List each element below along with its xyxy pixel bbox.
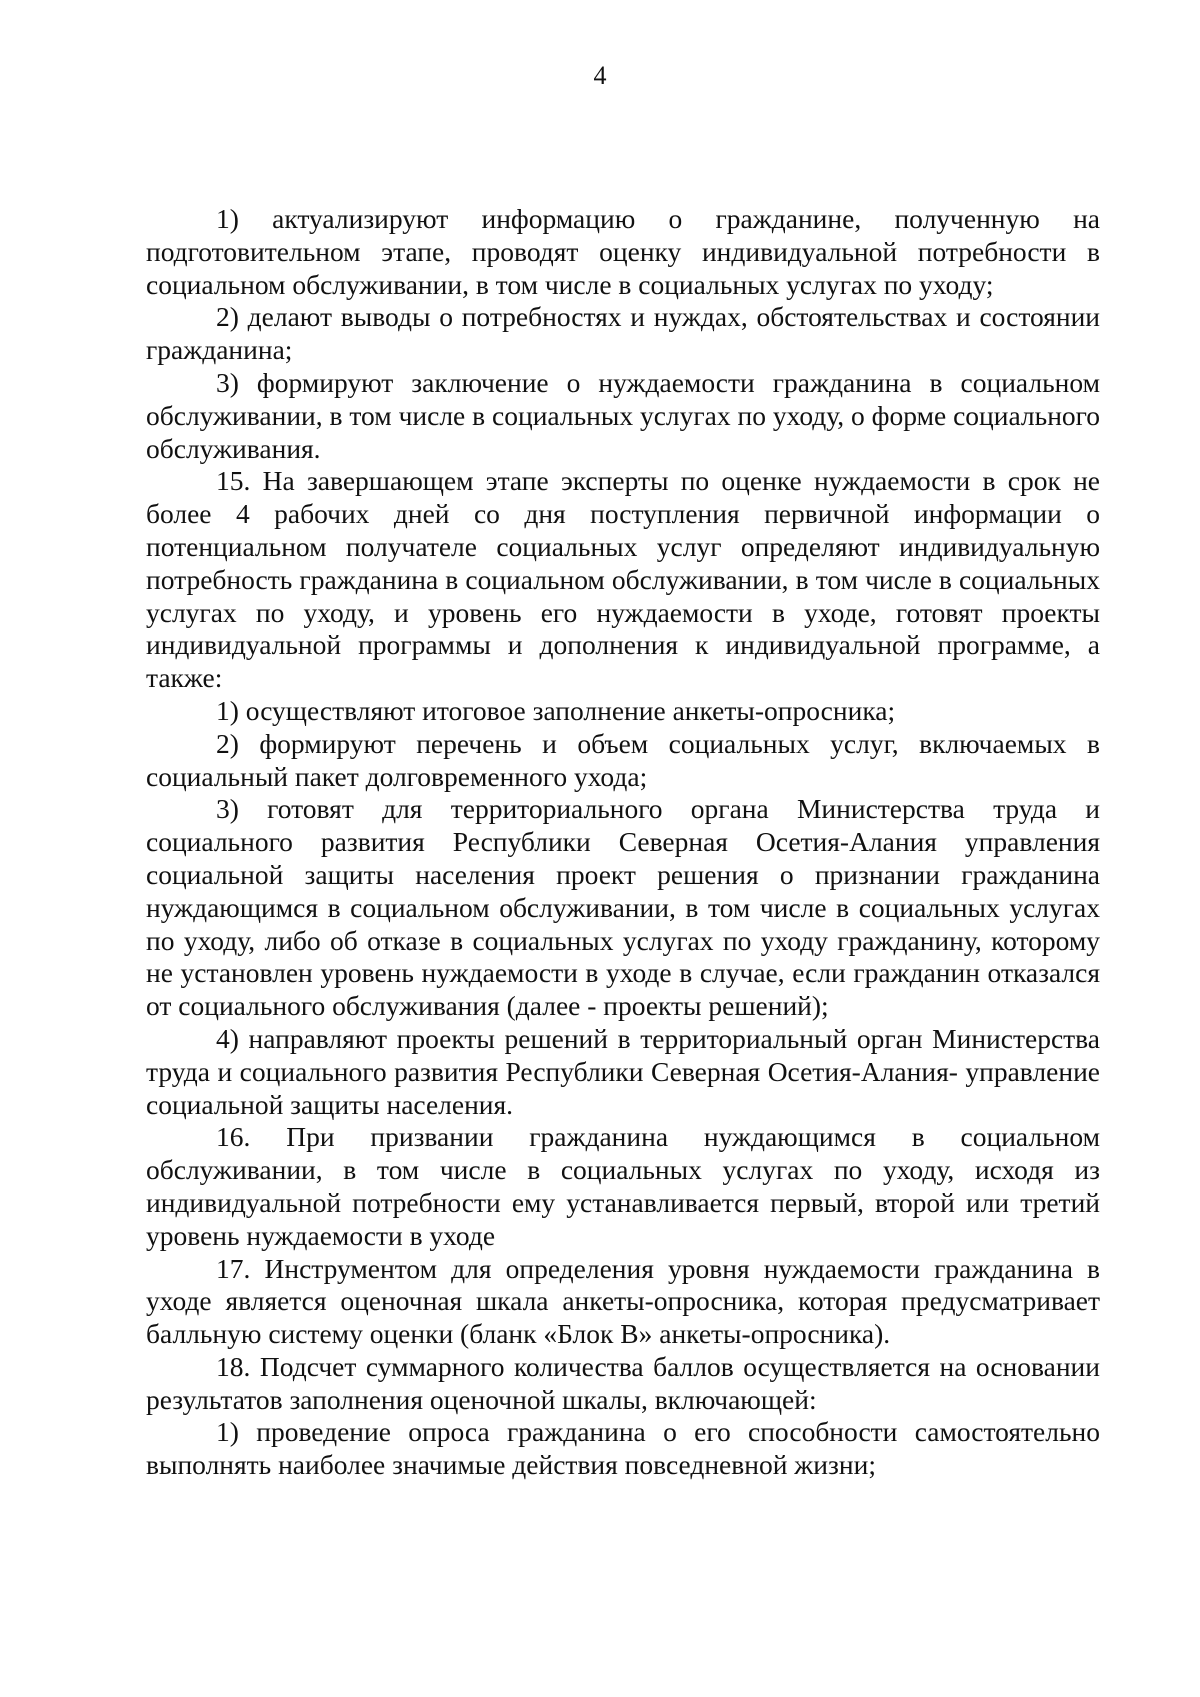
paragraph-item-1-актуализируют: 1) актуализируют информацию о гражданине, полученную на подготовительном этапе, проводят оценку индивидуальной потребности в социальном обслуживании, в том числе в социальных услугах по уходу; [146, 203, 1100, 300]
paragraph-item-3-проекты-решений: 3) готовят для территориального органа Министерства труда и социального развития Республики Северная Осетия-Алания управления социальной защиты населения проект решения о признании гражданина нуждающимся в социальном обслуживании, в том числе в социальных услугах по уходу, либо об отказе в социальных услугах по уходу гражданину, которому не установлен уровень нуждаемости в уходе в случае, если гражданин отказался от социального обслуживания (далее - проекты решений); [146, 793, 1100, 1022]
paragraph-item-2-делают-выводы: 2) делают выводы о потребностях и нуждах, обстоятельствах и состоянии гражданина; [146, 301, 1100, 366]
document-body [146, 203, 1100, 1482]
paragraph-item-3-формируют-заключение: 3) формируют заключение о нуждаемости гражданина в социальном обслуживании, в том числе в социальных услугах по уходу, о форме социального обслуживания. [146, 366, 1100, 464]
paragraph-clause-18: 18. Подсчет суммарного количества баллов осуществляется на основании результатов заполнения оценочной шкалы, включающей: [146, 1350, 1100, 1415]
paragraph-clause-16: 16. При призвании гражданина нуждающимся в социальном обслуживании, в том числе в социальных услугах по уходу, исходя из индивидуальной потребности ему устанавливается первый, второй или третий уровень нуждаемости в уходе [146, 1121, 1100, 1251]
paragraph-item-4-направляют: 4) направляют проекты решений в территориальный орган Министерства труда и социального развития Республики Северная Осетия-Алания- управление социальной защиты населения. [146, 1022, 1100, 1120]
paragraph-item-1-итоговое-заполнение: 1) осуществляют итоговое заполнение анкеты-опросника; [216, 694, 896, 726]
paragraph-clause-15: 15. На завершающем этапе эксперты по оценке нуждаемости в срок не более 4 рабочих дней со дня поступления первичной информации о потенциальном получателе социальных услуг определяют индивидуальную потребность гражданина в социальном обслуживании, в том числе в социальных услугах по уходу, и уровень его нуждаемости в уходе, готовят проекты индивидуальной программы и дополнения к индивидуальной программе, а также: [146, 465, 1100, 694]
paragraph-item-2-перечень-услуг: 2) формируют перечень и объем социальных услуг, включаемых в социальный пакет долговременного ухода; [146, 727, 1100, 792]
paragraph-item-1-проведение-опроса: 1) проведение опроса гражданина о его способности самостоятельно выполнять наиболее значимые действия повседневной жизни; [146, 1416, 1100, 1481]
paragraph-clause-17: 17. Инструментом для определения уровня нуждаемости гражданина в уходе является оценочная шкала анкеты-опросника, которая предусматривает балльную систему оценки (бланк «Блок В» анкеты-опросника). [146, 1252, 1100, 1350]
page-number: 4 [593, 61, 607, 90]
